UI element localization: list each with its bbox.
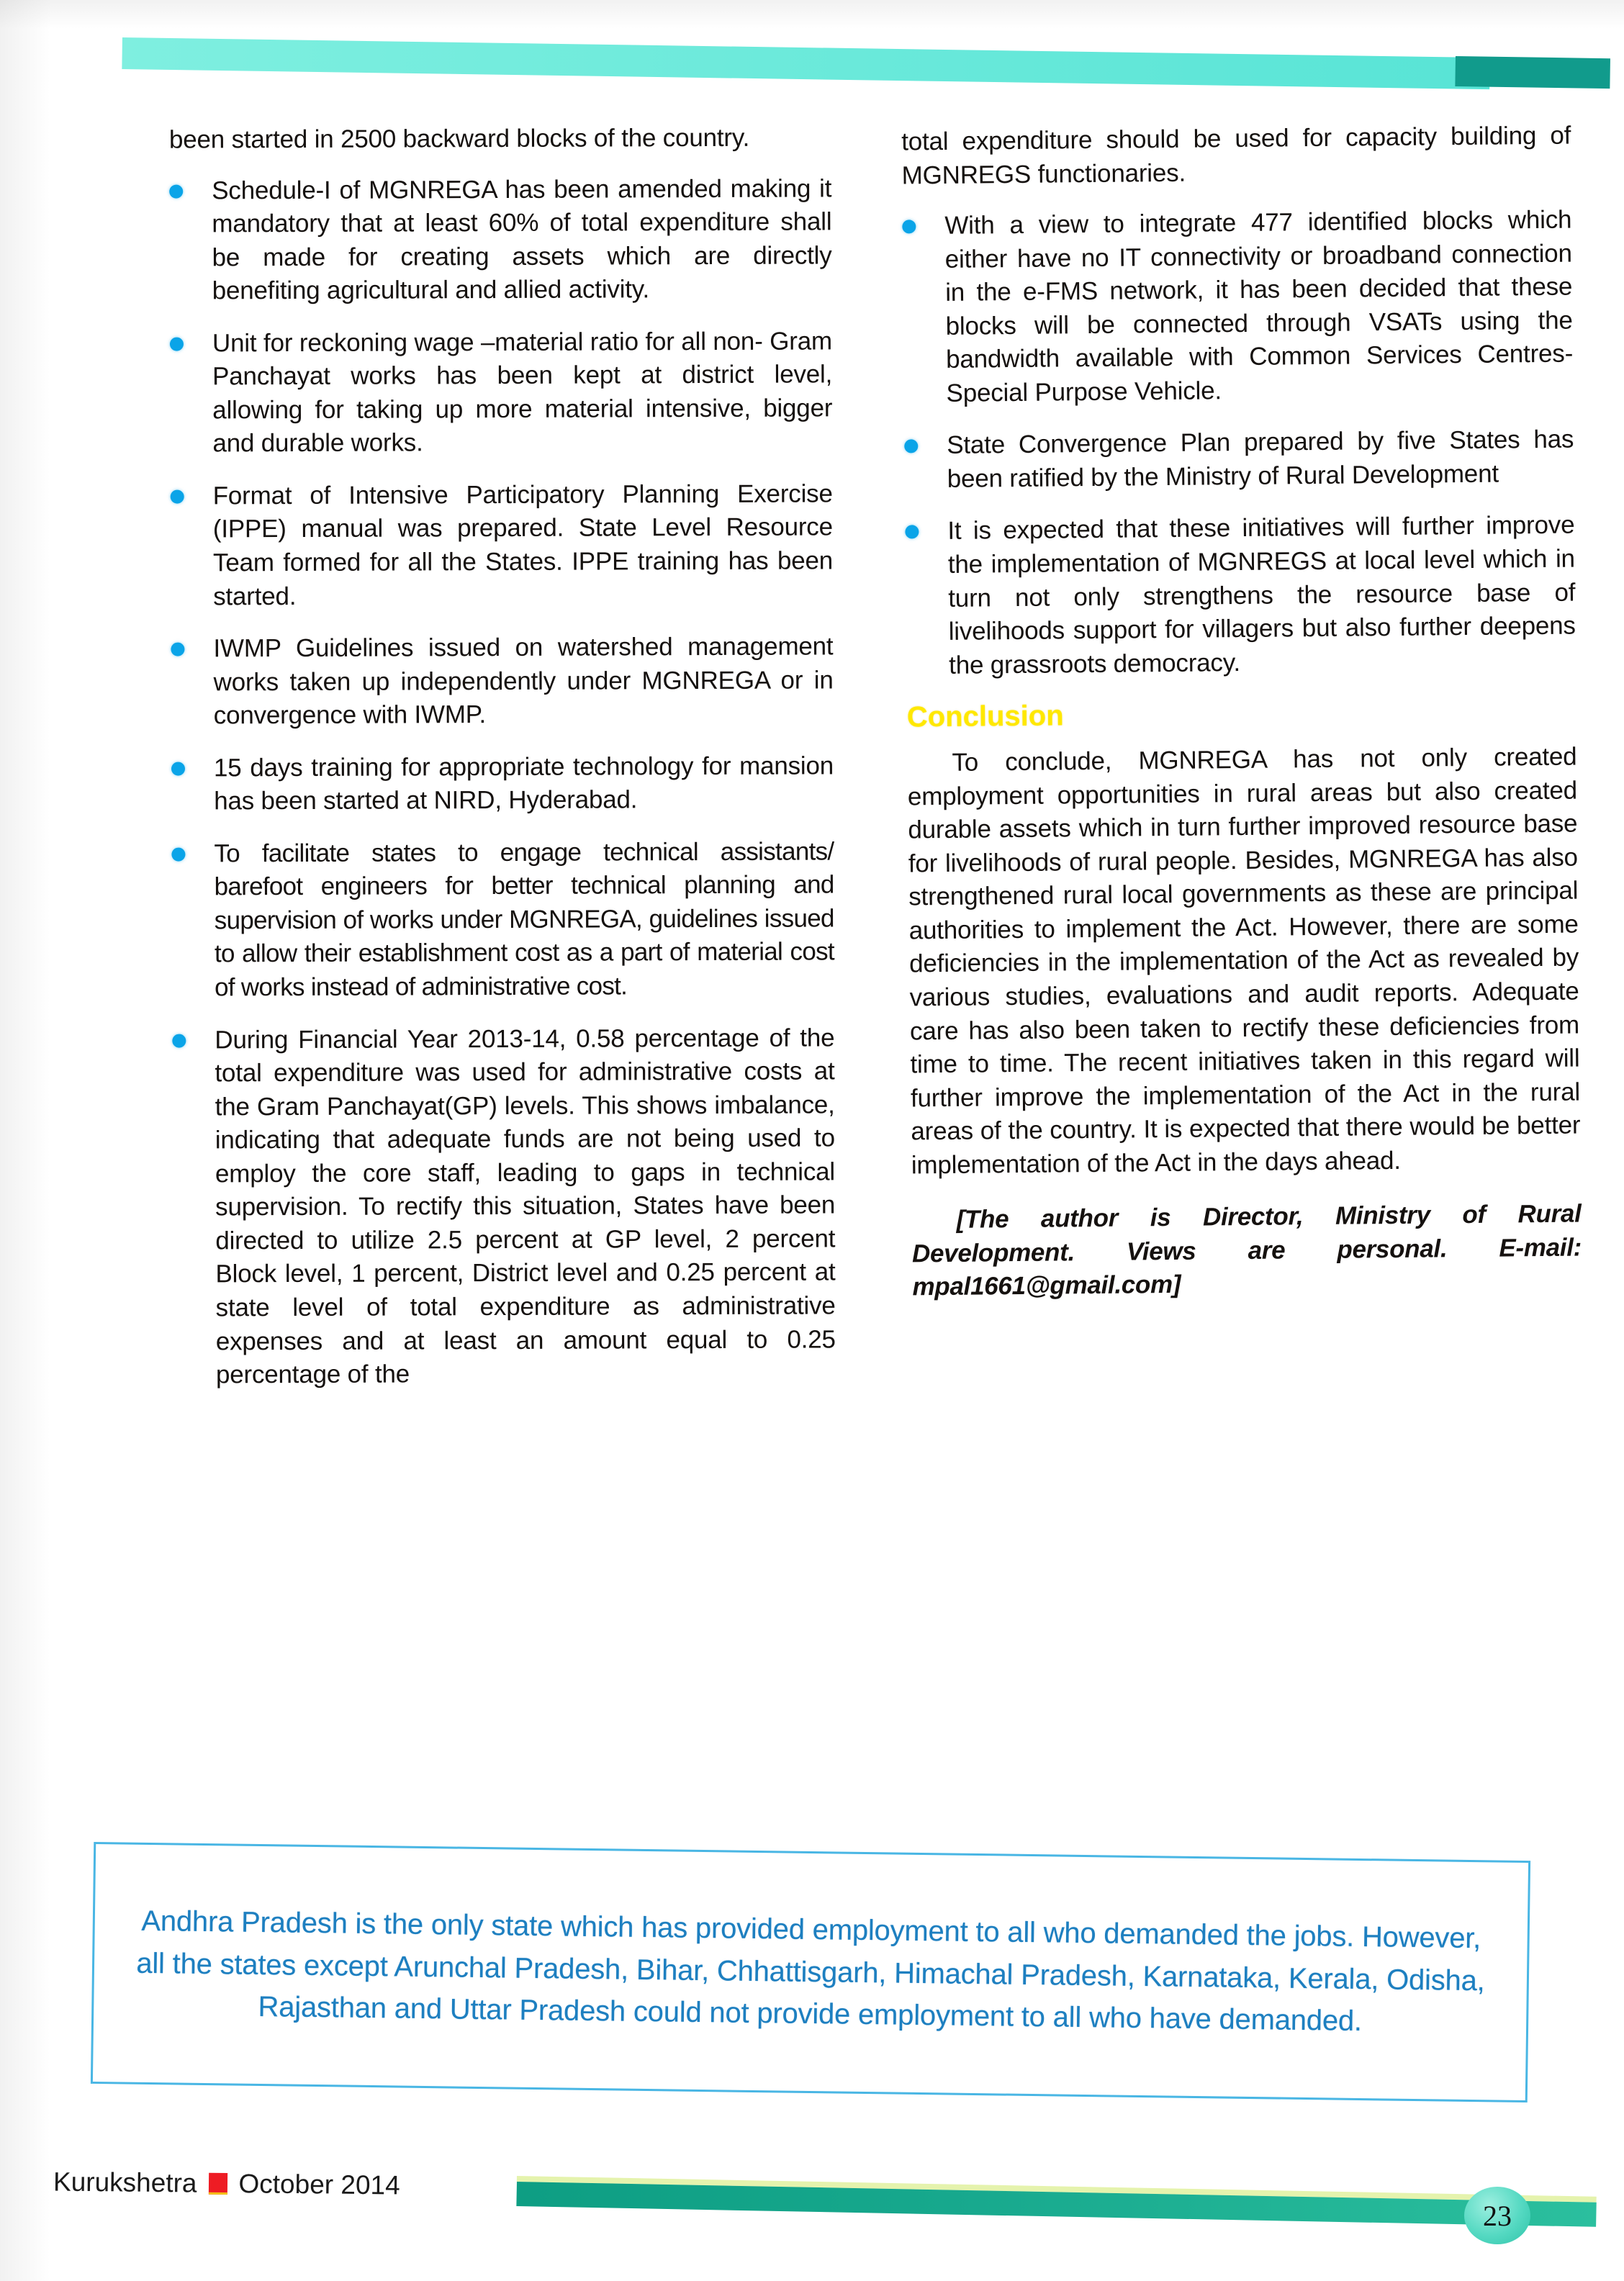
bullet-dot-icon xyxy=(171,762,185,775)
list-item-text: During Financial Year 2013-14, 0.58 percentage of the total expenditure was used for administrative costs at the Gram Panchayat(GP) levels. This shows imbalance, indicating that adequate funds are not being used to employ the core staff, leading to gaps in technical supervision. To rectify this situation, States have been directed to utilize 2.5 percent at GP level, 2 percent Block level, 1 percent, District level and 0.25 percent at state level of total expenditure as administrative expenses and at least an amount equal to 0.25 percentage of the xyxy=(215,1023,836,1389)
page-number-badge: 23 xyxy=(1464,2187,1530,2244)
highlight-callout-box xyxy=(91,1842,1530,2102)
list-item-text: With a view to integrate 477 identified blocks which either have no IT connectivity or broadband connection in the e-FMS network, it has been decided that these blocks will be connected through VSATs using the bandwidth available with Common Services Centres- Special Purpose Vehicle. xyxy=(944,205,1574,407)
list-item-text: State Convergence Plan prepared by five States has been ratified by the Ministry of Rural Development xyxy=(947,425,1574,493)
list-item xyxy=(904,423,1574,497)
bullet-dot-icon xyxy=(169,184,183,198)
list-item xyxy=(171,749,834,818)
bullet-dot-icon xyxy=(171,847,185,861)
list-item-text: Schedule-I of MGNREGA has been amended making it mandatory that at least 60% of total expenditure shall be made for creating assets which are directly benefiting agricultural and allied activity. xyxy=(212,173,832,305)
bullet-dot-icon xyxy=(905,525,919,539)
list-item xyxy=(171,477,834,613)
bullet-dot-icon xyxy=(904,440,918,453)
footer-imprint xyxy=(53,2167,400,2200)
bullet-dot-icon xyxy=(171,643,184,656)
bullet-dot-icon xyxy=(171,489,184,503)
list-item-text: Format of Intensive Participatory Planning Exercise (IPPE) manual was prepared. State Level Resource Team formed for all the States. IPPE training has been started. xyxy=(212,479,834,610)
publication-issue: October 2014 xyxy=(238,2169,400,2200)
section-heading-conclusion: Conclusion xyxy=(906,700,1064,733)
bullet-dot-icon xyxy=(170,337,184,351)
publication-name: Kurukshetra xyxy=(53,2167,197,2198)
list-item-text: IWMP Guidelines issued on watershed management works taken up independently under MGNREGA or in convergence with IWMP. xyxy=(213,632,834,730)
page-footer xyxy=(53,2156,1579,2242)
list-item xyxy=(171,631,833,733)
list-item-text: Unit for reckoning wage –material ratio for all non- Gram Panchayat works has been kept at district level, allowing for taking up more material intensive, bigger and durable works. xyxy=(212,327,833,458)
left-column xyxy=(169,121,836,1411)
conclusion-paragraph: To conclude, MGNREGA has not only created employment opportunities in rural areas but also created durable assets which in turn further improved resource base for livelihoods of rural people. Besides, MGNREGA has also strengthened rural local governments as these are principal authorities to implement the Act. However, there are some deficiencies in the implementation of the Act as revealed by various studies, evaluations and audit reports. Adequate care has also been taken to rectify these deficiencies from time to time. The recent initiatives taken in this regard will further improve the implementation of the Act in the rural areas of the country. It is expected that there would be better implementation of the Act in the days ahead. xyxy=(907,742,1581,1180)
list-item xyxy=(902,204,1574,411)
list-item-text: 15 days training for appropriate technology for mansion has been started at NIRD, Hyderabad. xyxy=(213,751,834,816)
highlight-callout-text: Andhra Pradesh is the only state which has provided employment to all who demanded the jobs. However, all the states except Arunchal Pradesh, Bihar, Chhattisgarh, Himachal Pradesh, Karnataka, Kerala, Odisha, Rajasthan and Uttar Pradesh could not provide employment to all who have demanded. xyxy=(136,1905,1485,2038)
list-item xyxy=(905,509,1576,683)
author-note: [The author is Director, Ministry of Rural Development. Views are personal. E-mail: mpal1661@gmail.com] xyxy=(911,1199,1582,1301)
left-continued-paragraph: been started in 2500 backward blocks of the country. xyxy=(168,123,750,154)
list-item xyxy=(170,325,833,461)
list-item xyxy=(169,172,832,308)
bullet-dot-icon xyxy=(902,220,916,233)
right-continued-paragraph: total expenditure should be used for capacity building of MGNREGS functionaries. xyxy=(901,121,1571,190)
highlight-callout-inner xyxy=(93,1844,1528,2100)
list-item-text: It is expected that these initiatives will further improve the implementation of MGNREGS at local level which in turn not only strengthens the resource base of livelihoods support for villagers but also further deepens the grassroots democracy. xyxy=(947,511,1576,679)
red-square-icon xyxy=(208,2173,227,2195)
right-column xyxy=(901,119,1582,1330)
bullet-dot-icon xyxy=(172,1034,186,1047)
list-item xyxy=(172,1021,836,1392)
list-item-text: To facilitate states to engage technical assistants/ barefoot engineers for better technical planning and supervision of works under MGNREGA, guidelines issued to allow their establishment cost as a part of material cost of works instead of administrative cost. xyxy=(214,837,834,1002)
list-item xyxy=(171,835,834,1005)
